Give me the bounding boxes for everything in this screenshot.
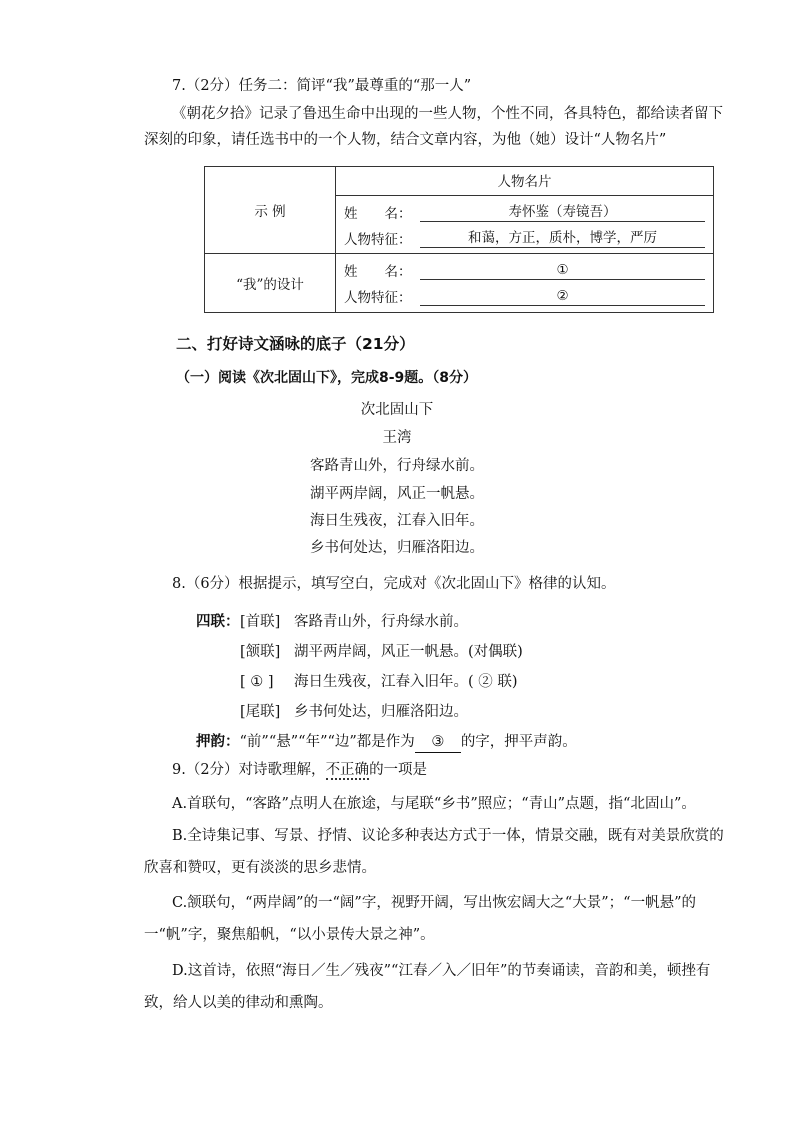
example-trait-row <box>336 222 713 252</box>
design-label: “我”的设计 <box>205 254 336 313</box>
q8-header: 8.（6分）根据提示，填写空白，完成对《次北固山下》格律的认知。 <box>172 576 616 592</box>
poem-author: 王湾 <box>382 430 412 446</box>
design-trait-row <box>336 280 713 312</box>
section2-title: 二、打好诗文涵咏的底子（21分） <box>176 335 415 353</box>
q7-intro-line1: 《朝花夕拾》记录了鲁迅生命中出现的一些人物，个性不同，各具特色，都给读者留下 <box>172 106 723 122</box>
name-key: 姓 名： <box>344 205 412 222</box>
poem-line-2: 湖平两岸阔，风正一帆悬。 <box>310 486 484 502</box>
example-name-value: 寿怀鉴（寿镜吾） <box>420 203 705 222</box>
design-name-blank[interactable]: ① <box>420 261 705 280</box>
design-trait-blank[interactable]: ② <box>420 287 705 306</box>
example-name-row <box>336 196 713 222</box>
trait-key-2: 人物特征： <box>344 290 412 306</box>
q8-yayun-line <box>196 732 577 753</box>
example-trait-value: 和蔼，方正，质朴，博学，严厉 <box>420 229 705 248</box>
section2-sub1: （一）阅读《次北固山下》，完成8-9题。（8分） <box>176 370 478 386</box>
q9-option-a[interactable]: A.首联句，“客路”点明人在旅途，与尾联“乡书”照应；“青山”点题，指“北固山”。 <box>172 796 696 812</box>
poem-line-4: 乡书何处达，归雁洛阳边。 <box>310 540 484 556</box>
design-cell <box>336 254 714 313</box>
q9-option-b-line2: 欣喜和赞叹，更有淡淡的思乡悲情。 <box>144 860 376 876</box>
poem-title: 次北固山下 <box>360 402 434 418</box>
q8-row1-tag: [首联] <box>240 614 281 630</box>
card-title: 人物名片 <box>336 169 713 196</box>
q8-yayun-pre: “前”“悬”“年”“边”都是作为 <box>239 734 415 750</box>
q8-row4-text: 乡书何处达，归雁洛阳边。 <box>294 704 468 720</box>
example-cell <box>336 167 714 254</box>
q9-header-pre: 9.（2分）对诗歌理解， <box>172 762 326 778</box>
q9-option-b-line1[interactable]: B.全诗集记事、写景、抒情、议论多种表达方式于一体，情景交融，既有对美景欣赏的 <box>172 828 724 844</box>
person-card-table <box>204 166 714 313</box>
q8-row2-tag: [颔联] <box>240 644 281 660</box>
poem-line-3: 海日生残夜，江春入旧年。 <box>310 513 484 529</box>
q9-header-emph: 不正确 <box>325 762 370 778</box>
q8-row2-text: 湖平两岸阔，风正一帆悬。(对偶联) <box>294 644 523 660</box>
design-name-row <box>336 254 713 280</box>
q9-header <box>172 760 427 780</box>
q9-option-c-line2: 一“帆”字，聚焦船帆，“以小景传大景之神”。 <box>144 927 435 943</box>
q9-header-post: 的一项是 <box>369 762 428 778</box>
poem-line-1: 客路青山外，行舟绿水前。 <box>310 458 484 474</box>
q8-yayun-post: 的字，押平声韵。 <box>460 734 577 750</box>
q8-row4-tag: [尾联] <box>240 704 281 720</box>
q8-row3-tag[interactable]: [ ① ] <box>240 674 274 690</box>
name-key-2: 姓 名： <box>344 264 412 280</box>
q7-intro-line2: 深刻的印象，请任选书中的一个人物，结合文章内容，为他（她）设计“人物名片” <box>144 132 667 148</box>
q8-row3-text: 海日生残夜，江春入旧年。( ② 联) <box>294 674 518 690</box>
q9-option-c-line1[interactable]: C.颔联句，“两岸阔”的一“阔”字，视野开阔，写出恢宏阔大之“大景”；“一帆悬”的 <box>172 895 696 911</box>
example-label: 示 例 <box>205 167 336 254</box>
q8-yayun-label: 押韵： <box>196 734 240 750</box>
q9-option-d-line2: 致，给人以美的律动和熏陶。 <box>144 995 333 1011</box>
trait-key: 人物特征： <box>344 231 412 248</box>
q8-silian-label: 四联： <box>196 614 240 630</box>
q8-yayun-blank[interactable]: ③ <box>415 732 461 753</box>
q9-option-d-line1[interactable]: D.这首诗，依照“海日／生／残夜”“江春／入／旧年”的节奏诵读，音韵和美，顿挫有 <box>172 963 711 979</box>
q8-row1-text: 客路青山外，行舟绿水前。 <box>294 614 468 630</box>
q7-header: 7.（2分）任务二：简评“我”最尊重的“那一人” <box>172 78 472 94</box>
